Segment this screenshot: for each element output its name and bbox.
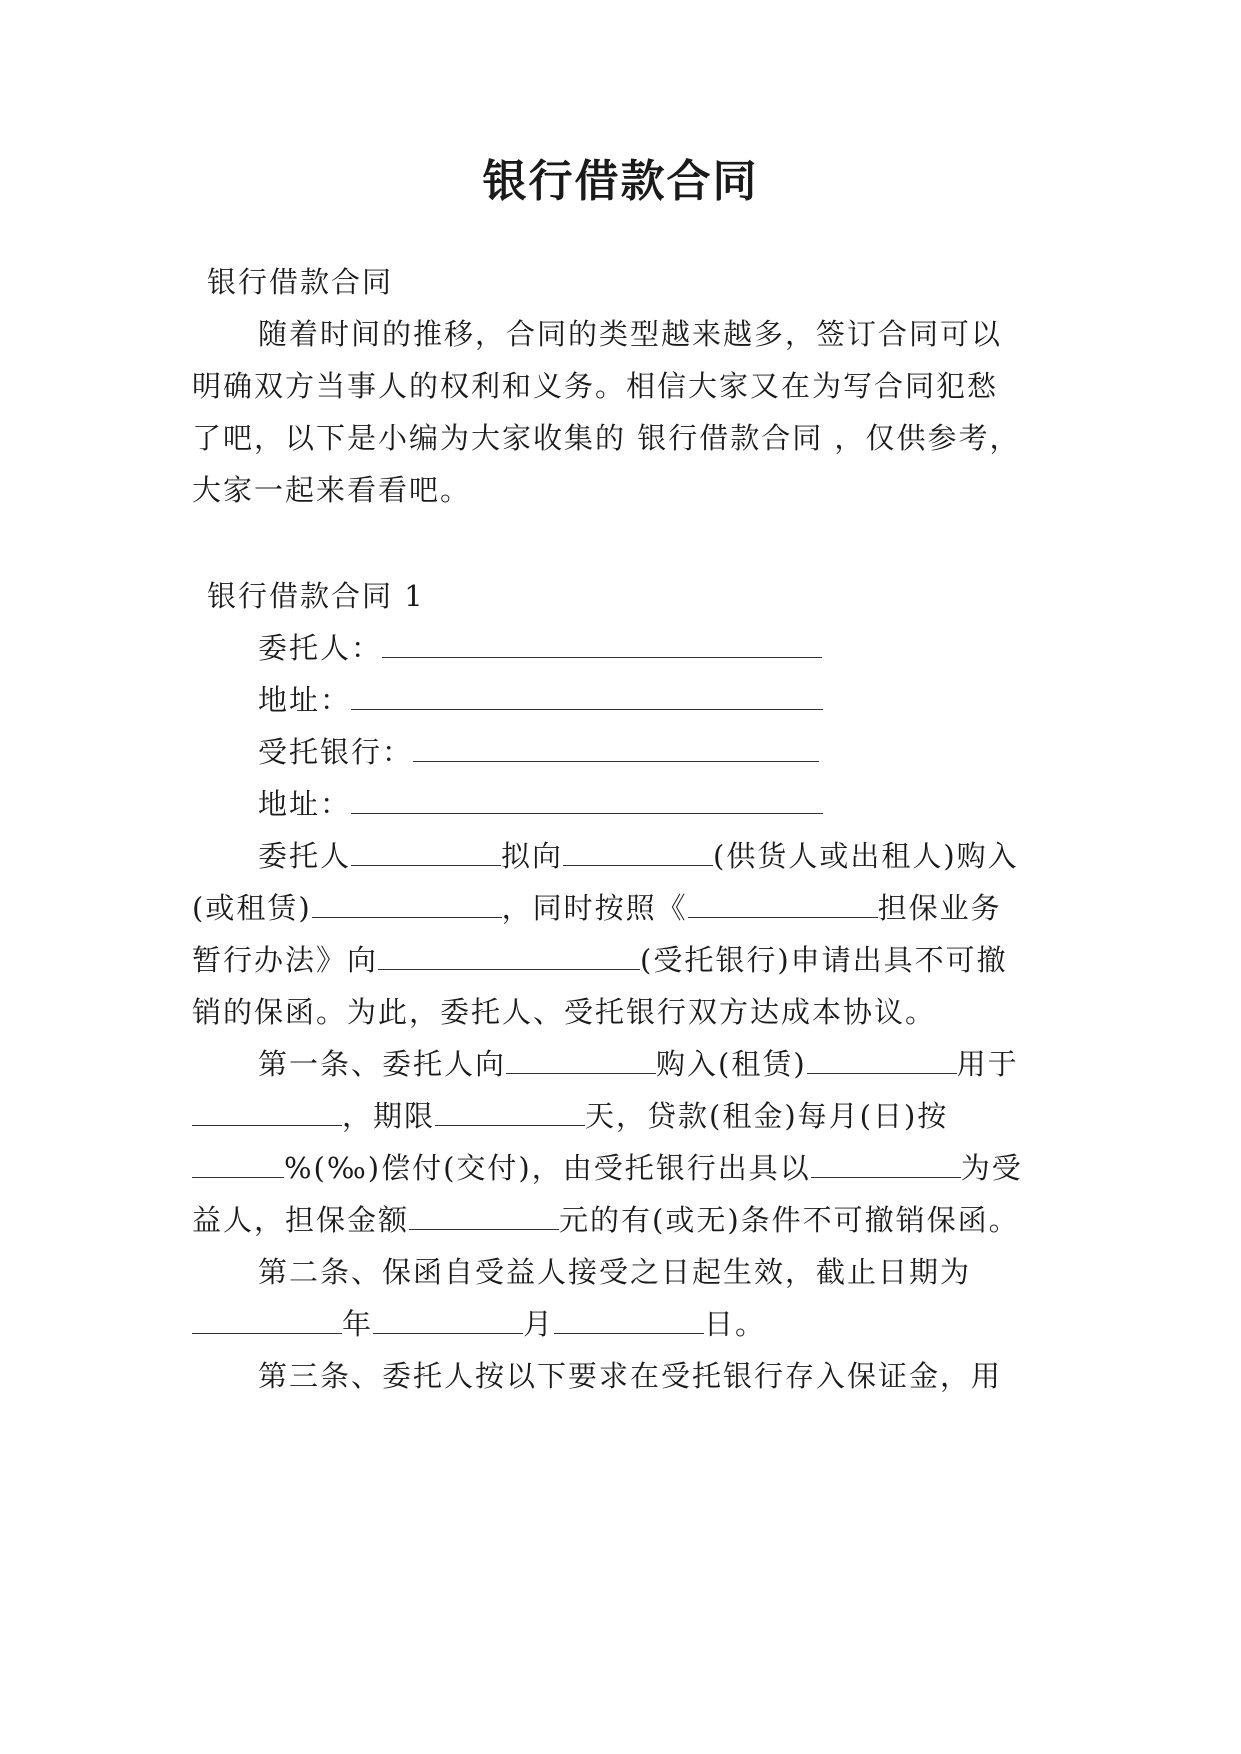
para1-line-3: 暂行办法》向 (受托银行)申请出具不可撤 xyxy=(192,943,1008,977)
fill-blank xyxy=(807,1047,957,1074)
client-name-blank xyxy=(382,631,822,658)
party-label-client-address: 地址： xyxy=(258,683,352,717)
intro-line-4: 大家一起来看看吧。 xyxy=(192,473,472,507)
fill-blank xyxy=(192,1307,342,1334)
intro-line-1: 随着时间的推移，合同的类型越来越多，签订合同可以 xyxy=(258,317,1003,351)
fill-blank xyxy=(373,1307,523,1334)
party-label-bank: 受托银行： xyxy=(258,735,414,769)
fill-blank xyxy=(554,1307,704,1334)
intro-heading: 银行借款合同 xyxy=(207,265,394,299)
para2-line-1: 第一条、委托人向 购入(租赁) 用于 xyxy=(258,1047,1019,1081)
fill-blank xyxy=(506,1047,656,1074)
para2-line-4: 益人，担保金额 元的有(或无)条件不可撤销保函。 xyxy=(192,1203,1020,1237)
intro-line-2: 明确双方当事人的权利和义务。相信大家又在为写合同犯愁 xyxy=(192,369,999,403)
para1-line-1: 委托人 拟向 (供货人或出租人)购入 xyxy=(258,839,1019,873)
party-label-client: 委托人： xyxy=(258,631,383,665)
fill-blank xyxy=(312,891,502,918)
bank-name-blank xyxy=(413,735,819,762)
client-address-blank xyxy=(351,683,823,710)
para1-line-2: (或租赁) ，同时按照《 担保业务 xyxy=(192,891,1002,925)
fill-blank xyxy=(351,839,501,866)
fill-blank xyxy=(378,943,640,970)
fill-blank xyxy=(435,1099,585,1126)
para2-line-3: %(‰)偿付(交付)，由受托银行出具以 为受 xyxy=(192,1148,1023,1188)
fill-blank xyxy=(192,1099,342,1126)
fill-blank xyxy=(563,839,713,866)
party-label-bank-address: 地址： xyxy=(258,787,352,821)
para3-line-1: 第二条、保函自受益人接受之日起生效，截止日期为 xyxy=(258,1255,972,1289)
document-title: 银行借款合同 xyxy=(482,156,759,207)
party-line-bank-address xyxy=(258,784,823,824)
section1-heading: 银行借款合同 1 xyxy=(207,579,425,613)
para2-line-2: ，期限 天，贷款(租金)每月(日)按 xyxy=(192,1096,948,1136)
fill-blank xyxy=(192,1151,284,1178)
para4-line-1: 第三条、委托人按以下要求在受托银行存入保证金，用 xyxy=(258,1359,1003,1393)
para3-line-2: 年 月 日。 xyxy=(192,1304,766,1344)
party-line-bank xyxy=(258,732,819,772)
party-line-client xyxy=(258,628,822,668)
fill-blank xyxy=(688,891,878,918)
bank-address-blank xyxy=(351,787,823,814)
party-line-client-address xyxy=(258,680,823,720)
intro-line-3: 了吧，以下是小编为大家收集的 银行借款合同 ，仅供参考， xyxy=(192,421,1021,455)
fill-blank xyxy=(811,1151,961,1178)
fill-blank xyxy=(409,1203,559,1230)
para1-line-4: 销的保函。为此，委托人、受托银行双方达成本协议。 xyxy=(192,995,937,1029)
